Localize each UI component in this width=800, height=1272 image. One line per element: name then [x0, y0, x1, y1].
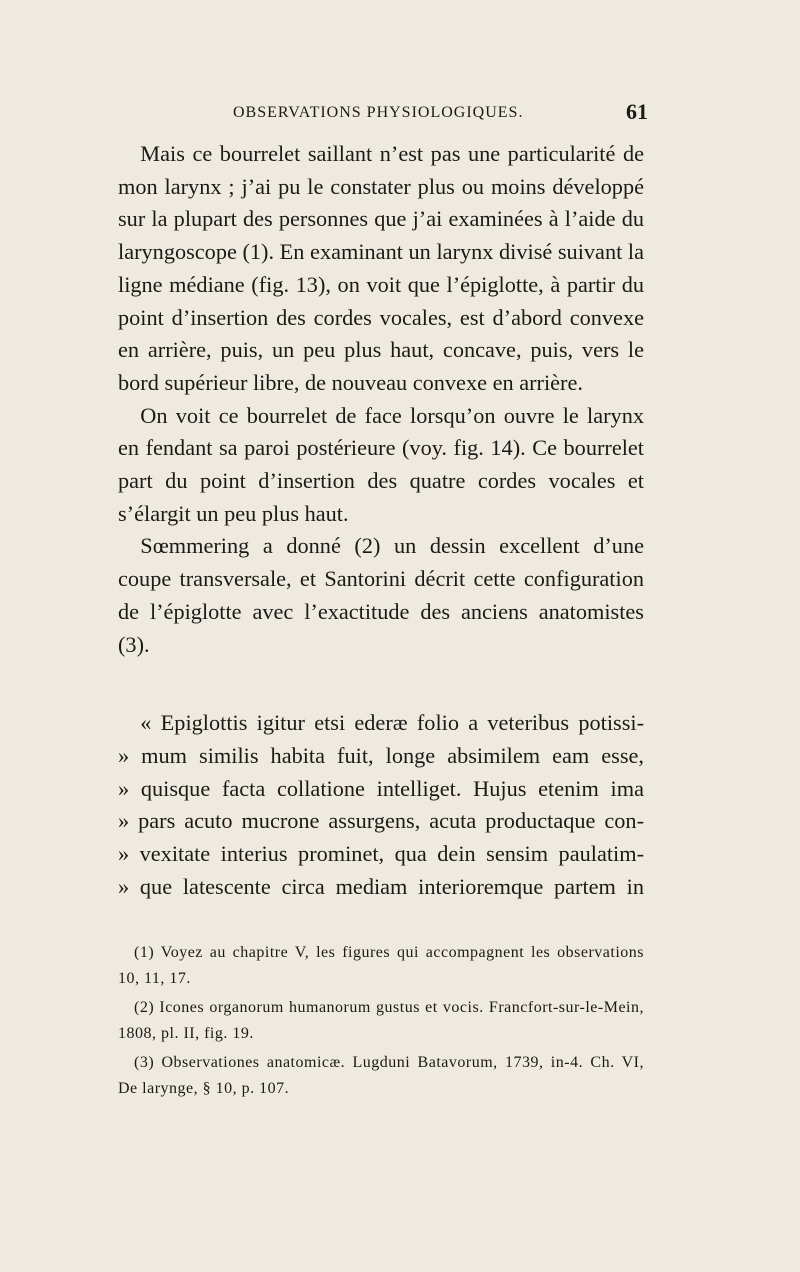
- body-text: [118, 138, 644, 661]
- page-header: [118, 100, 648, 130]
- paragraph: Mais ce bourrelet saillant n’est pas une particularité de mon larynx ; j’ai pu le constater plus ou moins développé sur la plupart des personnes que j’ai examinées à l’aide du laryngoscope (1). En examinant un larynx divisé suivant la ligne médiane (fig. 13), on voit que l’épiglotte, à partir du point d’insertion des cordes vocales, est d’abord convexe en arrière, puis, un peu plus haut, concave, puis, vers le bord supérieur libre, de nouveau convexe en arrière.: [118, 141, 644, 395]
- quote-line: » pars acuto mucrone assurgens, acuta productaque con-: [118, 808, 644, 834]
- running-title: OBSERVATIONS PHYSIOLOGIQUES.: [233, 104, 524, 121]
- paragraph: Sœmmering a donné (2) un dessin excellent d’une coupe transversale, et Santorini décrit cette configuration de l’épiglotte avec l’exactitude des anciens anatomistes (3).: [118, 533, 644, 657]
- quote-line: » quisque facta collatione intelliget. Hujus etenim ima: [118, 775, 644, 801]
- quote-line: « Epiglottis igitur etsi ederæ folio a veteribus potissi-: [140, 710, 644, 735]
- footnote: (1) Voyez au chapitre V, les figures qui accompagnent les observations 10, 11, 17.: [118, 944, 644, 987]
- quote-line: » vexitate interius prominet, qua dein sensim paulatim-: [118, 841, 644, 867]
- footnote: (2) Icones organorum humanorum gustus et vocis. Francfort-sur-le-Mein, 1808, pl. II, fig. 19.: [118, 999, 644, 1042]
- footnote: (3) Observationes anatomicæ. Lugduni Batavorum, 1739, in-4. Ch. VI, De larynge, § 10, p. 107.: [118, 1054, 644, 1097]
- latin-quotation: [118, 707, 644, 904]
- page-number: 61: [626, 99, 648, 124]
- quote-line: » que latescente circa mediam interioremque partem in: [118, 873, 644, 899]
- footnotes: [118, 940, 644, 1105]
- paragraph: On voit ce bourrelet de face lorsqu’on ouvre le larynx en fendant sa paroi postérieure (voy. fig. 14). Ce bourrelet part du point d’insertion des quatre cordes vocales et s’élargit un peu plus haut.: [118, 402, 644, 526]
- quote-line: » mum similis habita fuit, longe absimilem eam esse,: [118, 742, 644, 768]
